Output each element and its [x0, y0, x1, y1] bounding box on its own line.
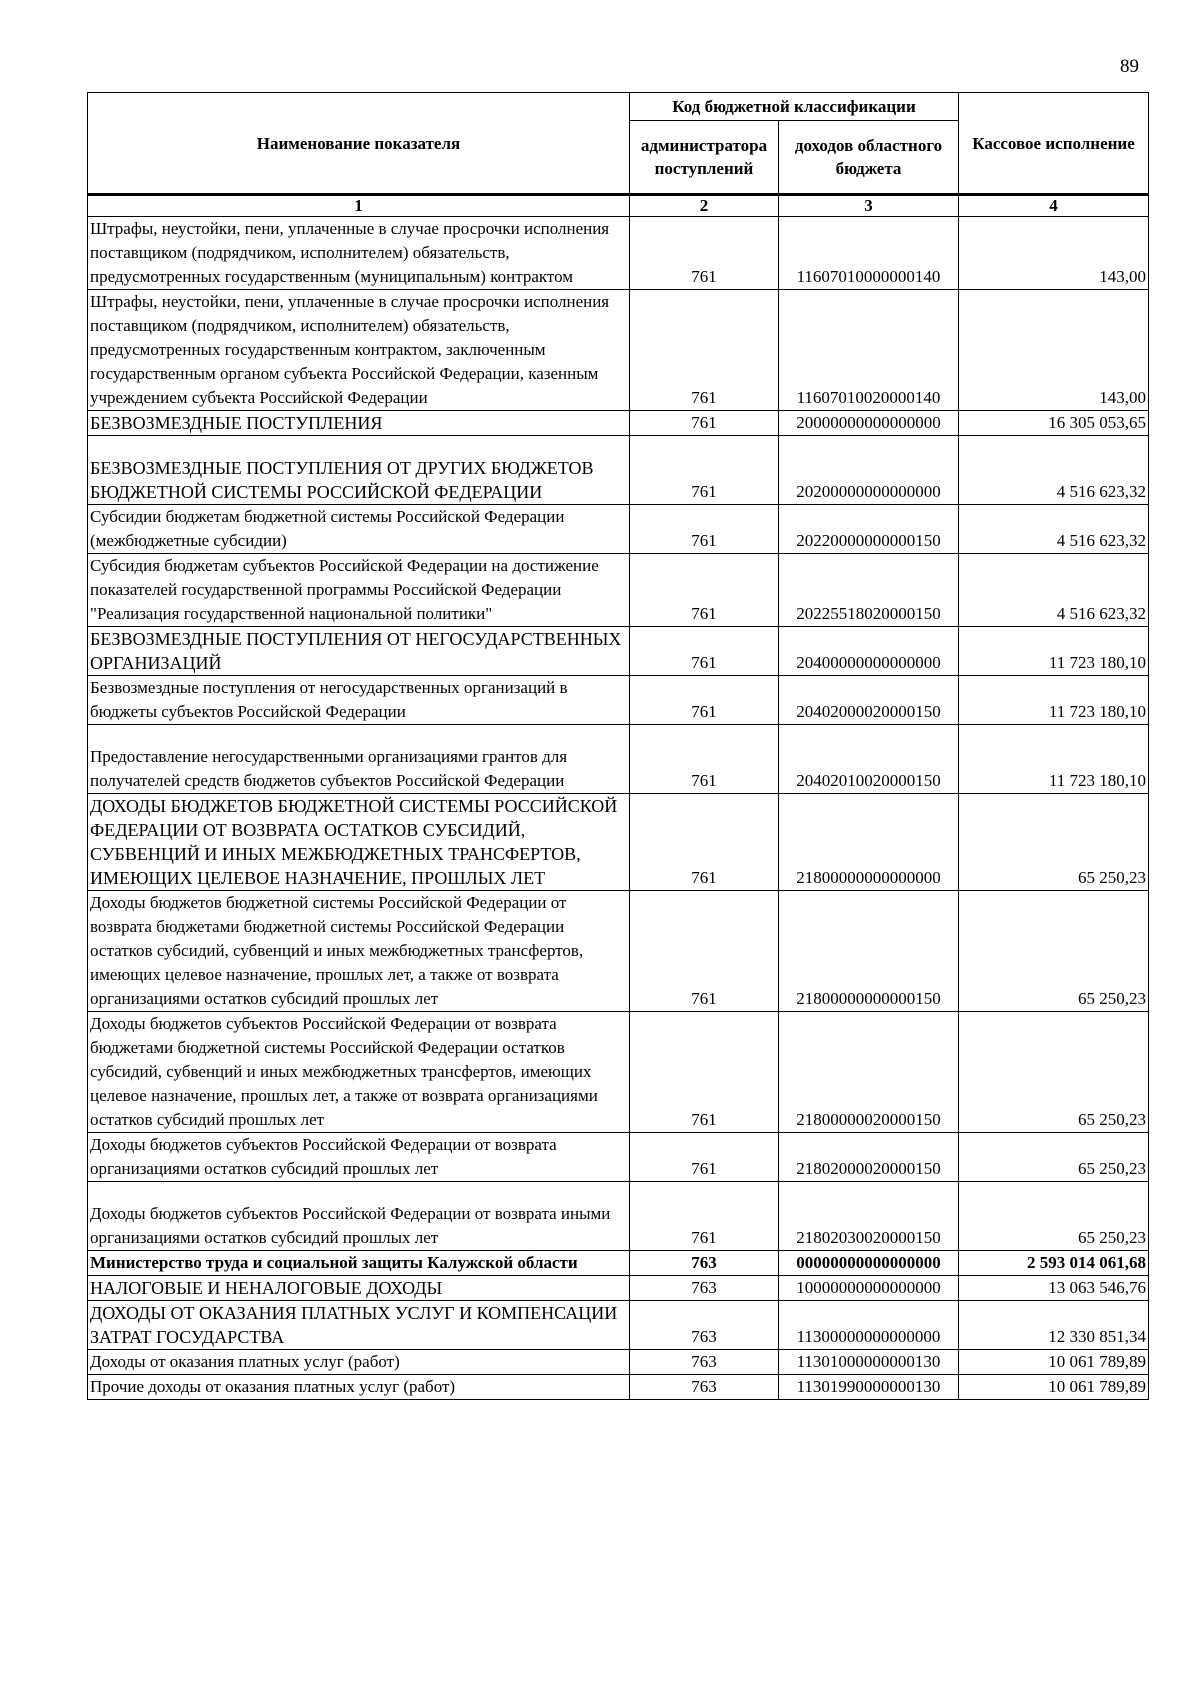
row-income-code: 21802030020000150 [779, 1182, 959, 1251]
row-administrator-code: 761 [630, 505, 779, 554]
row-administrator-code: 761 [630, 1012, 779, 1133]
row-name: Доходы бюджетов субъектов Российской Федерации от возврата организациями остатков субсидий прошлых лет [88, 1133, 630, 1182]
row-administrator-code: 761 [630, 290, 779, 411]
row-name: Прочие доходы от оказания платных услуг (работ) [88, 1375, 630, 1400]
table-row [88, 290, 1149, 411]
row-name: БЕЗВОЗМЕЗДНЫЕ ПОСТУПЛЕНИЯ [88, 411, 630, 436]
table-row [88, 1251, 1149, 1276]
row-name: Безвозмездные поступления от негосударственных организаций в бюджеты субъектов Российской Федерации [88, 676, 630, 725]
table-row [88, 891, 1149, 1012]
row-name: Доходы бюджетов бюджетной системы Российской Федерации от возврата бюджетами бюджетной системы Российской Федерации остатков субсидий, субвенций и иных межбюджетных трансфертов, имеющих целевое назначение, прошлых лет, а также от возврата организациями остатков субсидий прошлых лет [88, 891, 630, 1012]
row-amount: 13 063 546,76 [959, 1276, 1149, 1301]
row-name: Доходы бюджетов субъектов Российской Федерации от возврата иными организациями остатков субсидий прошлых лет [88, 1182, 630, 1251]
table-row [88, 411, 1149, 436]
row-income-code: 11607010020000140 [779, 290, 959, 411]
row-income-code: 21800000000000150 [779, 891, 959, 1012]
row-administrator-code: 763 [630, 1375, 779, 1400]
table-row [88, 1182, 1149, 1251]
row-name: Предоставление негосударственными организациями грантов для получателей средств бюджетов субъектов Российской Федерации [88, 725, 630, 794]
row-income-code: 20402000020000150 [779, 676, 959, 725]
row-administrator-code: 761 [630, 627, 779, 676]
row-name: Доходы от оказания платных услуг (работ) [88, 1350, 630, 1375]
row-amount: 11 723 180,10 [959, 676, 1149, 725]
row-administrator-code: 761 [630, 725, 779, 794]
header-execution: Кассовое исполнение [959, 93, 1149, 195]
row-name: Штрафы, неустойки, пени, уплаченные в случае просрочки исполнения поставщиком (подрядчиком, исполнителем) обязательств, предусмотренных государственным контрактом, заключенным государственным органом субъекта Российской Федерации, казенным учреждением субъекта Российской Федерации [88, 290, 630, 411]
row-amount: 65 250,23 [959, 891, 1149, 1012]
col-number-1: 1 [88, 195, 630, 217]
table-row [88, 1375, 1149, 1400]
row-administrator-code: 761 [630, 554, 779, 627]
table-row [88, 217, 1149, 290]
row-income-code: 20200000000000000 [779, 436, 959, 505]
page-number: 89 [1120, 56, 1139, 77]
row-amount: 143,00 [959, 290, 1149, 411]
row-name: Министерство труда и социальной защиты Калужской области [88, 1251, 630, 1276]
header-name: Наименование показателя [88, 93, 630, 195]
row-name: БЕЗВОЗМЕЗДНЫЕ ПОСТУПЛЕНИЯ ОТ ДРУГИХ БЮДЖЕТОВ БЮДЖЕТНОЙ СИСТЕМЫ РОССИЙСКОЙ ФЕДЕРАЦИИ [88, 436, 630, 505]
row-income-code: 20225518020000150 [779, 554, 959, 627]
row-amount: 4 516 623,32 [959, 554, 1149, 627]
row-income-code: 20400000000000000 [779, 627, 959, 676]
column-number-row [88, 195, 1149, 217]
col-number-2: 2 [630, 195, 779, 217]
row-income-code: 20000000000000000 [779, 411, 959, 436]
table-row [88, 1301, 1149, 1350]
row-name: Доходы бюджетов субъектов Российской Федерации от возврата бюджетами бюджетной системы Российской Федерации остатков субсидий, субвенций и иных межбюджетных трансфертов, имеющих целевое назначение, прошлых лет, а также от возврата организациями остатков субсидий прошлых лет [88, 1012, 630, 1133]
row-income-code: 11301990000000130 [779, 1375, 959, 1400]
table-row [88, 676, 1149, 725]
row-income-code: 21802000020000150 [779, 1133, 959, 1182]
row-administrator-code: 763 [630, 1301, 779, 1350]
row-administrator-code: 763 [630, 1251, 779, 1276]
row-income-code: 00000000000000000 [779, 1251, 959, 1276]
row-name: БЕЗВОЗМЕЗДНЫЕ ПОСТУПЛЕНИЯ ОТ НЕГОСУДАРСТВЕННЫХ ОРГАНИЗАЦИЙ [88, 627, 630, 676]
table-body [88, 217, 1149, 1400]
row-name: Штрафы, неустойки, пени, уплаченные в случае просрочки исполнения поставщиком (подрядчиком, исполнителем) обязательств, предусмотренных государственным (муниципальным) контрактом [88, 217, 630, 290]
row-amount: 4 516 623,32 [959, 505, 1149, 554]
header-income: доходов областного бюджета [779, 121, 959, 195]
header-administrator: администратора поступлений [630, 121, 779, 195]
table-row [88, 794, 1149, 891]
row-administrator-code: 763 [630, 1276, 779, 1301]
header-budget-code-group: Код бюджетной классификации [630, 93, 959, 121]
row-income-code: 21800000000000000 [779, 794, 959, 891]
table-row [88, 1276, 1149, 1301]
row-amount: 65 250,23 [959, 1133, 1149, 1182]
row-amount: 10 061 789,89 [959, 1375, 1149, 1400]
table-row [88, 505, 1149, 554]
row-income-code: 11300000000000000 [779, 1301, 959, 1350]
row-amount: 11 723 180,10 [959, 725, 1149, 794]
col-number-3: 3 [779, 195, 959, 217]
row-administrator-code: 761 [630, 794, 779, 891]
row-name: ДОХОДЫ БЮДЖЕТОВ БЮДЖЕТНОЙ СИСТЕМЫ РОССИЙСКОЙ ФЕДЕРАЦИИ ОТ ВОЗВРАТА ОСТАТКОВ СУБСИДИЙ, СУБВЕНЦИЙ И ИНЫХ МЕЖБЮДЖЕТНЫХ ТРАНСФЕРТОВ, ИМЕЮЩИХ ЦЕЛЕВОЕ НАЗНАЧЕНИЕ, ПРОШЛЫХ ЛЕТ [88, 794, 630, 891]
col-number-4: 4 [959, 195, 1149, 217]
row-name: Субсидия бюджетам субъектов Российской Федерации на достижение показателей государственной программы Российской Федерации "Реализация государственной национальной политики" [88, 554, 630, 627]
row-amount: 16 305 053,65 [959, 411, 1149, 436]
row-administrator-code: 761 [630, 676, 779, 725]
row-amount: 4 516 623,32 [959, 436, 1149, 505]
row-income-code: 10000000000000000 [779, 1276, 959, 1301]
row-name: НАЛОГОВЫЕ И НЕНАЛОГОВЫЕ ДОХОДЫ [88, 1276, 630, 1301]
table-row [88, 436, 1149, 505]
row-income-code: 20220000000000150 [779, 505, 959, 554]
row-administrator-code: 761 [630, 217, 779, 290]
row-administrator-code: 761 [630, 436, 779, 505]
row-amount: 12 330 851,34 [959, 1301, 1149, 1350]
row-name: ДОХОДЫ ОТ ОКАЗАНИЯ ПЛАТНЫХ УСЛУГ И КОМПЕНСАЦИИ ЗАТРАТ ГОСУДАРСТВА [88, 1301, 630, 1350]
table-row [88, 1133, 1149, 1182]
budget-report-table [87, 92, 1149, 1400]
row-name: Субсидии бюджетам бюджетной системы Российской Федерации (межбюджетные субсидии) [88, 505, 630, 554]
row-administrator-code: 761 [630, 1182, 779, 1251]
row-income-code: 20402010020000150 [779, 725, 959, 794]
row-administrator-code: 761 [630, 411, 779, 436]
row-administrator-code: 761 [630, 1133, 779, 1182]
table-header [88, 93, 1149, 217]
table-row [88, 554, 1149, 627]
row-amount: 143,00 [959, 217, 1149, 290]
row-income-code: 11301000000000130 [779, 1350, 959, 1375]
table-row [88, 627, 1149, 676]
row-administrator-code: 763 [630, 1350, 779, 1375]
table-row [88, 1350, 1149, 1375]
row-income-code: 11607010000000140 [779, 217, 959, 290]
row-amount: 65 250,23 [959, 1182, 1149, 1251]
row-income-code: 21800000020000150 [779, 1012, 959, 1133]
row-amount: 65 250,23 [959, 1012, 1149, 1133]
table-row [88, 725, 1149, 794]
table-row [88, 1012, 1149, 1133]
row-amount: 11 723 180,10 [959, 627, 1149, 676]
row-amount: 2 593 014 061,68 [959, 1251, 1149, 1276]
row-amount: 10 061 789,89 [959, 1350, 1149, 1375]
row-administrator-code: 761 [630, 891, 779, 1012]
row-amount: 65 250,23 [959, 794, 1149, 891]
